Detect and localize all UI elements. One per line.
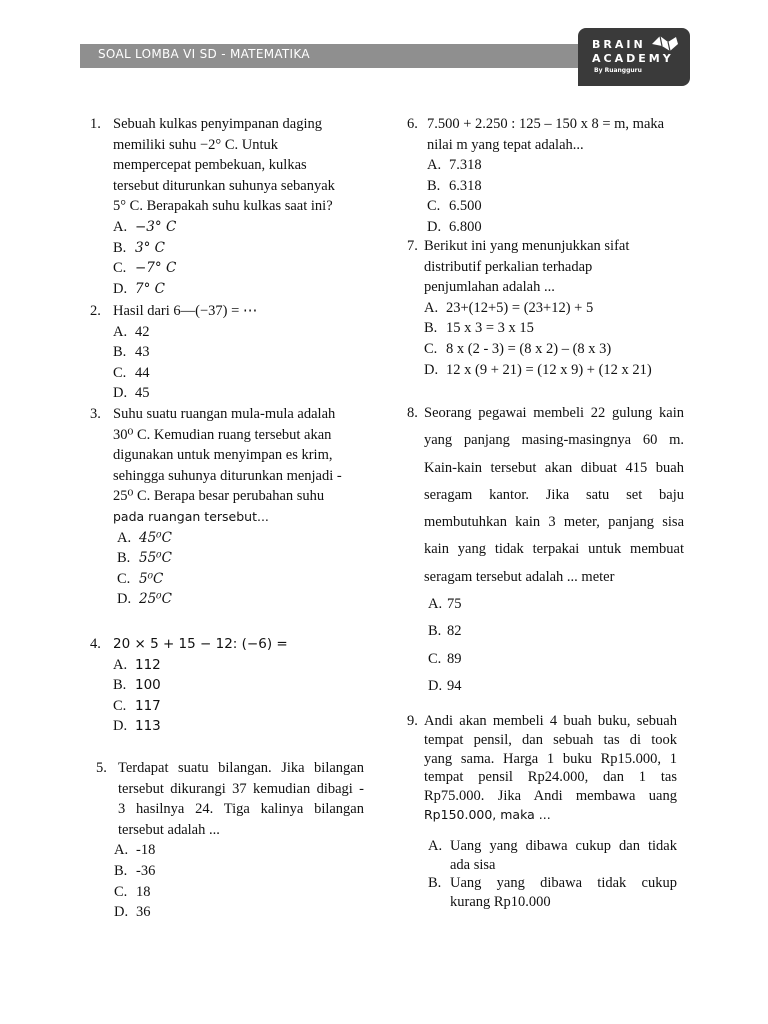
logo-line-2: ACADEMY — [592, 52, 674, 65]
question-text-line: Terdapat suatu bilangan. Jika bilangan — [118, 760, 364, 776]
question-text-line: tersebut adalah ... — [118, 821, 220, 838]
question-text-line: membutuhkan kain 3 meter, panjang sisa — [424, 514, 684, 531]
answer-option[interactable]: A. 23+(12+5) = (23+12) + 5 — [424, 299, 594, 316]
answer-option[interactable]: D. 45 — [113, 385, 150, 402]
answer-option[interactable]: D. 36 — [114, 904, 151, 921]
answer-option[interactable]: B. -36 — [114, 862, 156, 879]
answer-option[interactable]: B. 3° C — [113, 239, 165, 256]
answer-option[interactable]: C. 117 — [113, 697, 161, 714]
answer-option[interactable]: C. 44 — [113, 364, 150, 381]
question-text-line: seragam tersebut adalah ... meter — [424, 568, 615, 585]
brain-academy-logo — [578, 28, 690, 86]
answer-option[interactable]: A. 42 — [113, 323, 150, 340]
answer-option[interactable]: B. 100 — [113, 677, 161, 694]
question-number: 4. — [90, 636, 101, 652]
question-text-line: seragam kantor. Jika satu set baju — [424, 486, 684, 503]
question-text-line: sehingga suhunya diturunkan menjadi - — [113, 467, 342, 484]
question-text-line: kain yang tidak terpakai untuk membuat — [424, 541, 684, 558]
logo-line-3: By Ruangguru — [594, 67, 642, 74]
answer-option[interactable]: C. 18 — [114, 883, 151, 900]
question-text-line: Sebuah kulkas penyimpanan daging — [113, 116, 322, 132]
answer-option[interactable]: D. 94 — [428, 677, 462, 694]
answer-option[interactable]: A. 7.318 — [427, 157, 482, 174]
question-number: 1. — [90, 116, 101, 132]
question-text-line: memiliki suhu −2° C. Untuk — [113, 136, 279, 153]
answer-option[interactable]: D. 6.800 — [427, 218, 482, 235]
answer-option[interactable]: B. 6.318 — [427, 177, 482, 194]
answer-option[interactable]: B. 15 x 3 = 3 x 15 — [424, 320, 534, 337]
answer-option[interactable]: A. Uang yang dibawa cukup dan tidak ada sisa — [428, 837, 677, 873]
question-text-line: 25⁰ C. Berapa besar perubahan suhu — [113, 488, 325, 505]
answer-option[interactable]: A. -18 — [114, 842, 156, 859]
answer-option[interactable]: B. 43 — [113, 344, 150, 361]
answer-option[interactable]: C. 5⁰C — [117, 570, 164, 587]
question-text-line: Hasil dari 6—(−37) = ⋯ — [113, 303, 258, 319]
question-text-line: 5° C. Berapakah suhu kulkas saat ini? — [113, 198, 333, 215]
question-text-line: Seorang pegawai membeli 22 gulung kain — [424, 405, 684, 421]
question-number: 2. — [90, 303, 101, 319]
question-text-line: 7.500 + 2.250 : 125 – 150 x 8 = m, maka — [427, 116, 665, 132]
question-text-line: yang sama. Harga 1 buku Rp15.000, 1 — [424, 750, 677, 767]
answer-option[interactable]: A. 75 — [428, 596, 462, 613]
question-text-line: 30⁰ C. Kemudian ruang tersebut akan — [113, 426, 332, 443]
question-text-line: Andi akan membeli 4 buah buku, sebuah — [424, 713, 677, 729]
question-text-line: tersebut dikurangi 37 kemudian dibagi - — [118, 780, 364, 797]
question-text-line: 20 × 5 + 15 − 12: (−6) = — [113, 636, 288, 652]
answer-option[interactable]: B. 82 — [428, 623, 462, 640]
document-title: SOAL LOMBA VI SD - MATEMATIKA — [98, 47, 310, 61]
question-text-line: pada ruangan tersebut... — [113, 508, 269, 524]
answer-option[interactable]: D. 12 x (9 + 21) = (12 x 9) + (12 x 21) — [424, 361, 652, 378]
question-number: 9. — [407, 713, 418, 729]
question-text-line: Suhu suatu ruangan mula-mula adalah — [113, 406, 336, 422]
answer-option[interactable]: B. 55⁰C — [117, 550, 172, 567]
question-text-line: 3 hasilnya 24. Tiga kalinya bilangan — [118, 801, 364, 818]
question-text-line: Kain-kain tersebut akan dibuat 415 buah — [424, 459, 684, 476]
question-text-line: Rp75.000. Jika Andi membawa uang — [424, 788, 677, 805]
question-number: 6. — [407, 116, 418, 132]
answer-option[interactable]: A. −3° C — [113, 218, 177, 235]
question-text-line: tempat pensil Rp24.000, dan 1 tas — [424, 769, 677, 786]
answer-option[interactable]: C. 6.500 — [427, 198, 482, 215]
answer-option[interactable]: B. Uang yang dibawa tidak cukup kurang Rp10.000 — [428, 875, 677, 911]
answer-option[interactable]: A. 45⁰C — [117, 529, 172, 546]
answer-option[interactable]: D. 25⁰C — [117, 591, 172, 608]
question-text-line: Rp150.000, maka ... — [424, 806, 551, 822]
question-text-line: distributif perkalian terhadap — [424, 258, 593, 275]
question-number: 5. — [96, 760, 107, 776]
answer-option[interactable]: C. 89 — [428, 650, 462, 667]
question-number: 3. — [90, 406, 101, 422]
answer-option[interactable]: A. 112 — [113, 656, 161, 673]
question-number: 7. — [407, 238, 418, 254]
logo-line-1: BRAIN — [592, 38, 646, 51]
question-text-line: Berikut ini yang menunjukkan sifat — [424, 238, 630, 254]
question-text-line: penjumlahan adalah ... — [424, 279, 555, 296]
question-text-line: mempercepat pembekuan, kulkas — [113, 157, 307, 174]
brain-logo-icon — [650, 34, 680, 54]
answer-option[interactable]: C. −7° C — [113, 260, 177, 277]
question-number: 8. — [407, 405, 418, 421]
question-text-line: nilai m yang tepat adalah... — [427, 136, 584, 153]
answer-option[interactable]: D. 7° C — [113, 280, 165, 297]
answer-option[interactable]: C. 8 x (2 - 3) = (8 x 2) – (8 x 3) — [424, 340, 612, 357]
question-text-line: tempat pensil, dan sebuah tas di took — [424, 731, 677, 748]
answer-option[interactable]: D. 113 — [113, 718, 161, 735]
question-text-line: yang panjang masing-masingnya 60 m. — [424, 432, 684, 449]
question-text-line: tersebut diturunkan suhunya sebanyak — [113, 177, 335, 194]
question-text-line: digunakan untuk menyimpan es krim, — [113, 447, 333, 464]
